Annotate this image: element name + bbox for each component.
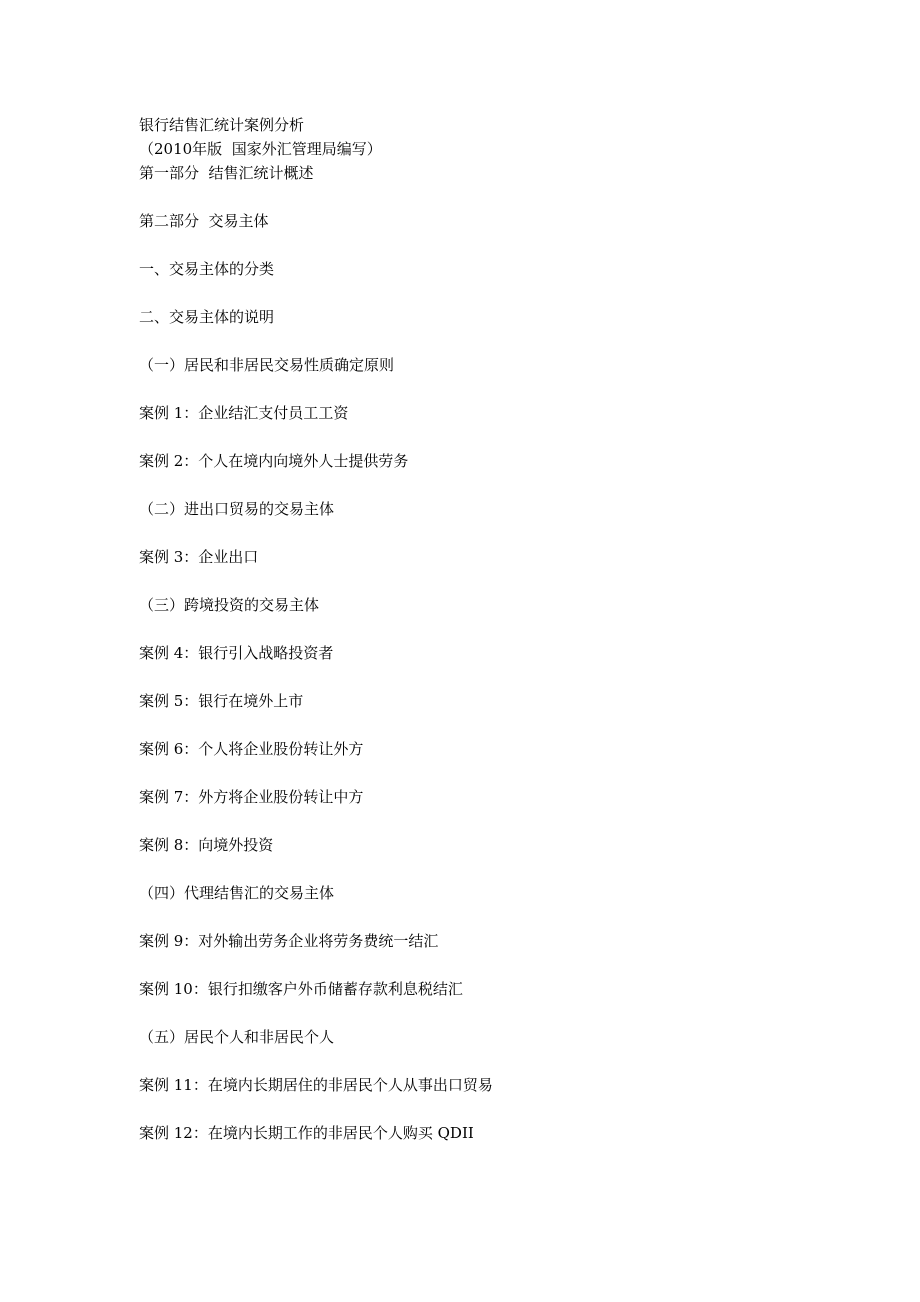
- document-edition: （2010年版 国家外汇管理局编写）: [139, 140, 382, 158]
- subsection-heading: （四）代理结售汇的交易主体: [139, 884, 335, 902]
- subsection-heading: （一）居民和非居民交易性质确定原则: [139, 356, 395, 374]
- case-item: 案例 10：银行扣缴客户外币储蓄存款利息税结汇: [139, 980, 463, 998]
- case-item: 案例 9：对外输出劳务企业将劳务费统一结汇: [139, 932, 439, 950]
- document-body: [139, 113, 839, 1145]
- case-item: 案例 5：银行在境外上市: [139, 692, 304, 710]
- subsection-heading: （二）进出口贸易的交易主体: [139, 500, 335, 518]
- section-two-heading: 二、交易主体的说明: [139, 308, 275, 326]
- case-item: 案例 11：在境内长期居住的非居民个人从事出口贸易: [139, 1076, 493, 1094]
- part-one-heading: 第一部分 结售汇统计概述: [139, 164, 314, 182]
- section-one-heading: 一、交易主体的分类: [139, 260, 275, 278]
- case-item: 案例 1：企业结汇支付员工工资: [139, 404, 349, 422]
- case-item: 案例 12：在境内长期工作的非居民个人购买 QDII: [139, 1124, 474, 1142]
- part-two-heading: 第二部分 交易主体: [139, 212, 269, 230]
- case-item: 案例 8：向境外投资: [139, 836, 274, 854]
- case-item: 案例 3：企业出口: [139, 548, 259, 566]
- case-item: 案例 4：银行引入战略投资者: [139, 644, 334, 662]
- subsection-heading: （五）居民个人和非居民个人: [139, 1028, 335, 1046]
- document-title: 银行结售汇统计案例分析: [139, 116, 305, 134]
- case-item: 案例 6：个人将企业股份转让外方: [139, 740, 364, 758]
- case-item: 案例 7：外方将企业股份转让中方: [139, 788, 364, 806]
- subsection-heading: （三）跨境投资的交易主体: [139, 596, 320, 614]
- case-item: 案例 2：个人在境内向境外人士提供劳务: [139, 452, 409, 470]
